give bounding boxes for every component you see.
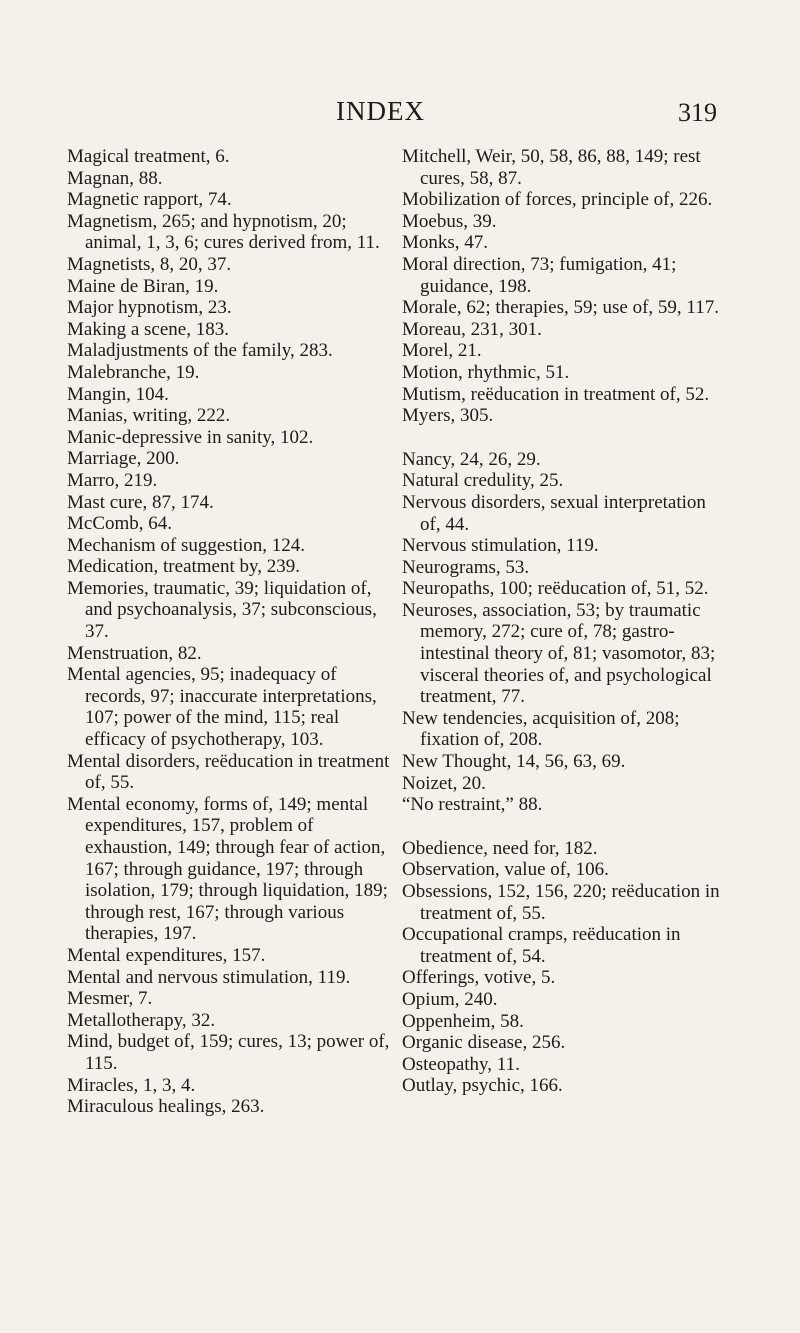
index-entry: Opium, 240. (402, 988, 498, 1010)
index-entry: Manic-depressive in sanity, 102. (67, 426, 314, 448)
index-entry: Natural credulity, 25. (402, 470, 564, 492)
index-entry: Nancy, 24, 26, 29. (402, 448, 541, 470)
index-entry: Mental expenditures, 157. (67, 944, 266, 966)
index-entry: Mast cure, 87, 174. (67, 491, 214, 513)
index-entry: Magnetism, 265; and hypnotism, 20; animal, 1, 3, 6; cures derived from, 11. (67, 210, 380, 254)
index-entry: Maladjustments of the family, 283. (67, 340, 333, 362)
index-entry: Magnetists, 8, 20, 37. (67, 253, 232, 275)
index-entry: Neuropaths, 100; reëducation of, 51, 52. (402, 578, 709, 600)
group-spacer (402, 427, 730, 449)
index-entry: Magnan, 88. (67, 167, 163, 189)
index-entry: Mutism, reëducation in treatment of, 52. (402, 383, 710, 405)
index-group-o (402, 838, 730, 1097)
index-entry: Organic disease, 256. (402, 1032, 566, 1054)
index-entry: Moebus, 39. (402, 210, 497, 232)
index-entry: Oppenheim, 58. (402, 1010, 524, 1032)
index-entry: Mangin, 104. (67, 383, 169, 405)
index-entry: Nervous disorders, sexual interpretation of, 44. (402, 491, 706, 535)
index-entry: Metallotherapy, 32. (67, 1009, 216, 1031)
index-entry: Magnetic rapport, 74. (67, 189, 232, 211)
index-entry: Mind, budget of, 159; cures, 13; power of, 115. (67, 1031, 390, 1074)
index-entry: Mental economy, forms of, 149; mental expenditures, 157, problem of exhaustion, 149; through fear of action, 167; through guidance, 197; through isolation, 179; through liquidation, 189; through rest, 167; through various therapies, 197. (67, 793, 388, 945)
page-number: 319 (678, 98, 717, 127)
index-entry: Morel, 21. (402, 340, 482, 362)
index-entry: Nervous stimulation, 119. (402, 535, 599, 557)
index-entry: Mental and nervous stimulation, 119. (67, 966, 351, 988)
index-entry: Menstruation, 82. (67, 642, 202, 664)
page-header (0, 96, 800, 136)
index-entry: Obsessions, 152, 156, 220; reëducation in treatment of, 55. (402, 881, 720, 924)
index-group-m (402, 146, 730, 427)
index-entry: Magical treatment, 6. (67, 146, 230, 167)
index-entry: Occupational cramps, reëducation in treatment of, 54. (402, 924, 681, 967)
index-column-right (402, 146, 730, 1097)
index-group-n (402, 449, 730, 816)
index-entry: Mental disorders, reëducation in treatment of, 55. (67, 750, 390, 794)
index-entry: Manias, writing, 222. (67, 405, 231, 427)
index-entry: Mechanism of suggestion, 124. (67, 534, 306, 556)
index-entry: Memories, traumatic, 39; liquidation of, and psychoanalysis, 37; subconscious, 37. (67, 577, 377, 643)
index-entry: Noizet, 20. (402, 772, 486, 794)
index-column-left (67, 146, 397, 1118)
index-entry: Myers, 305. (402, 405, 494, 427)
index-entry: New tendencies, acquisition of, 208; fixation of, 208. (402, 707, 680, 751)
index-entry: Motion, rhythmic, 51. (402, 361, 570, 383)
index-entry: Marriage, 200. (67, 448, 180, 470)
index-entry: Major hypnotism, 23. (67, 297, 232, 319)
index-entry: Malebranche, 19. (67, 361, 200, 383)
index-entry: McComb, 64. (67, 513, 173, 535)
index-entry: Observation, value of, 106. (402, 859, 609, 881)
index-entry: Moral direction, 73; fumigation, 41; guidance, 198. (402, 253, 677, 297)
index-entry: Marro, 219. (67, 469, 158, 491)
index-entry: “No restraint,” 88. (402, 794, 543, 816)
index-entry: Mesmer, 7. (67, 988, 153, 1010)
index-entry: Osteopathy, 11. (402, 1053, 520, 1075)
index-entry: Offerings, votive, 5. (402, 967, 556, 989)
index-entry: Monks, 47. (402, 232, 489, 254)
index-entry: Mitchell, Weir, 50, 58, 86, 88, 149; rest cures, 58, 87. (402, 146, 701, 189)
page-title: INDEX (336, 96, 425, 126)
index-entry: Obedience, need for, 182. (402, 837, 598, 859)
index-entry: Neuroses, association, 53; by traumatic memory, 272; cure of, 78; gastro-intestinal theory of, 81; vasomotor, 83; visceral theories of, and psychological treatment, 77. (402, 599, 716, 708)
index-entry: Mental agencies, 95; inadequacy of records, 97; inaccurate interpretations, 107; power of the mind, 115; real efficacy of psychotherapy, 103. (67, 664, 377, 751)
index-entry: Neurograms, 53. (402, 556, 530, 578)
index-entry: Morale, 62; therapies, 59; use of, 59, 117. (402, 297, 719, 319)
index-entry: Outlay, psychic, 166. (402, 1075, 563, 1097)
index-entry: Mobilization of forces, principle of, 226. (402, 189, 713, 211)
index-entry: Making a scene, 183. (67, 318, 229, 340)
index-entry: Medication, treatment by, 239. (67, 556, 301, 578)
index-entry: Moreau, 231, 301. (402, 318, 542, 340)
index-entry: Miracles, 1, 3, 4. (67, 1074, 196, 1096)
index-entry: Miraculous healings, 263. (67, 1096, 265, 1118)
group-spacer (402, 816, 730, 838)
index-entry: New Thought, 14, 56, 63, 69. (402, 751, 626, 773)
index-entry: Maine de Biran, 19. (67, 275, 219, 297)
